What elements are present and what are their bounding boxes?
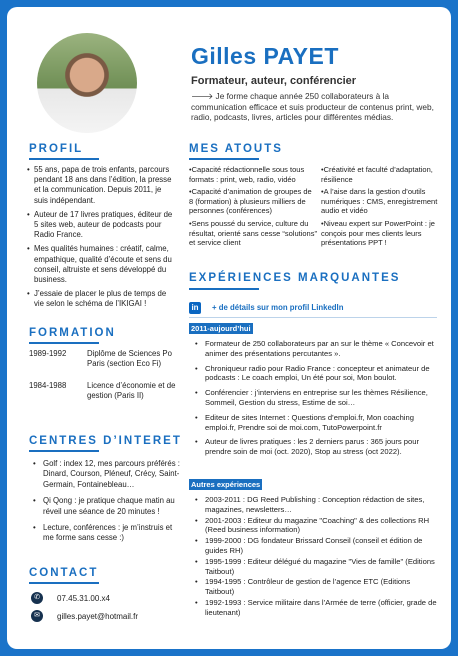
contact-phone-row <box>31 592 110 604</box>
current-period-tag: 2011-aujourd’hui <box>191 324 251 333</box>
list-item: • Auteur de 17 livres pratiques, éditeur de 5 sites web, auteur de podcasts pour Radio France. <box>27 210 177 241</box>
formation-year: 1984-1988 <box>29 381 67 390</box>
atout-item: •Capacité d’animation de groupes de 8 (formation) à plusieurs milliers de personnes (conférences) <box>189 187 312 216</box>
atout-item: •Niveau expert sur PowerPoint : je conçois pour mes clients leurs présentations PPT ! <box>321 218 435 248</box>
linkedin-link[interactable]: + de détails sur mon profil LinkedIn <box>212 303 344 312</box>
atouts-col-2 <box>321 165 443 251</box>
contact-title: CONTACT <box>29 567 99 579</box>
profil-list <box>27 165 177 314</box>
atouts-title: MES ATOUTS <box>189 143 283 155</box>
person-name: Gilles PAYET <box>191 43 339 69</box>
list-item: • 1994-1995 : Contrôleur de gestion de l’agence ETC (Editions Taitbout) <box>193 577 441 597</box>
profil-underline <box>29 158 99 160</box>
formation-title: FORMATION <box>29 327 116 339</box>
list-item: • Chroniqueur radio pour Radio France : concepteur et animateur de podcasts : Le coach emploi, Un été pour soi, Mon boulot. <box>193 364 441 384</box>
list-item: • Mes qualités humaines : créatif, calme, empathique, qualité d’écoute et sens du conseil, altruiste et sens développé du business. <box>27 244 177 285</box>
list-item: • Lecture, conférences : je m’instruis et me forme sans cesse :) <box>31 523 181 544</box>
list-item: • 55 ans, papa de trois enfants, parcours pendant 18 ans dans l’édition, la presse et la communication. Depuis 2011, je suis indépendant. <box>27 165 177 206</box>
linkedin-icon[interactable]: in <box>189 302 201 314</box>
experiences-title: EXPÉRIENCES MARQUANTES <box>189 272 401 284</box>
contact-email-row <box>31 610 138 622</box>
list-item: • 1995-1999 : Editeur délégué du magazine "Vies de famille" (Editions Taitbout) <box>193 557 441 577</box>
list-item: • Formateur de 250 collaborateurs par an sur le thème « Concevoir et animer des présentations percutantes ». <box>193 339 441 359</box>
atout-item: •A l’aise dans la gestion d’outils numériques : CMS, enregistrement audio et vidéo <box>321 187 438 216</box>
formation-row <box>29 349 187 369</box>
interets-underline <box>29 450 99 452</box>
list-item: • Conférencier : j’interviens en entreprise sur les thèmes Résilience, Sommeil, Gestion du stress, Estime de soi… <box>193 388 441 408</box>
list-item: • 1992-1993 : Service militaire dans l’Armée de terre (officier, grade de lieutenant) <box>193 598 441 618</box>
list-item: • Editeur de sites Internet : Questions d’emploi.fr, Mon coaching emploi.fr, Prendre soi de moi.com, TutoPowerpoint.fr <box>193 413 441 433</box>
intro-text: 🡒 Je forme chaque année 250 collaborateurs à la communication efficace et suis producteur de contenus print, web, radio, podcasts, livres, articles pour différentes médias. <box>191 91 434 122</box>
atout-item: •Créativité et faculté d’adaptation, résilience <box>321 165 433 184</box>
other-experience-tag: Autres expériences <box>191 480 261 489</box>
contact-phone[interactable]: 07.45.31.00.x4 <box>57 593 110 603</box>
list-item: • Golf : index 12, mes parcours préférés : Dinard, Courson, Pléneuf, Crécy, Saint-Germain, Fontainebleau… <box>31 459 181 490</box>
list-item: • 2001-2003 : Editeur du magazine "Coaching" & des collections RH (Reed business information) <box>193 516 441 536</box>
formation-underline <box>29 342 99 344</box>
formation-degree: Licence d’économie et de gestion (Paris II) <box>87 381 176 400</box>
list-item: • 1999-2000 : DG fondateur Brissard Conseil (conseil et édition de guides RH) <box>193 536 441 556</box>
contact-underline <box>29 582 99 584</box>
cv-page <box>7 7 451 649</box>
list-item: • Qi Qong : je pratique chaque matin au réveil une séance de 20 minutes ! <box>31 496 181 517</box>
interets-title: CENTRES D’INTERET <box>29 435 182 447</box>
atouts-underline <box>189 158 259 160</box>
person-role: Formateur, auteur, conférencier <box>191 75 357 87</box>
email-icon: ✉ <box>31 610 43 622</box>
experiences-underline <box>189 288 259 290</box>
linkedin-divider <box>189 317 437 318</box>
formation-year: 1989-1992 <box>29 349 67 358</box>
contact-email[interactable]: gilles.payet@hotmail.fr <box>57 611 139 621</box>
atouts-col-1 <box>189 165 317 251</box>
list-item: • Auteur de livres pratiques : les 2 derniers parus : 365 jours pour prendre soin de moi (oct. 2020), Stop au stress (oct 2022). <box>193 437 441 457</box>
profile-photo <box>37 33 137 133</box>
current-experience-list <box>193 339 441 462</box>
atout-item: •Sens poussé du service, culture du résultat, orienté sans cesse “solutions” et service client <box>189 218 317 248</box>
list-item: • 2003-2011 : DG Reed Publishing : Conception rédaction de sites, magazines, newsletters… <box>193 495 441 515</box>
formation-degree: Diplôme de Sciences Po Paris (section Eco Fi) <box>87 349 172 368</box>
formation-row <box>29 381 187 401</box>
other-experience-list <box>193 495 441 619</box>
profil-title: PROFIL <box>29 143 84 155</box>
list-item: • J’essaie de placer le plus de temps de vie selon le schéma de l’IKIGAI ! <box>27 289 177 309</box>
phone-icon: ✆ <box>31 592 43 604</box>
atout-item: •Capacité rédactionnelle sous tous formats : print, web, radio, vidéo <box>189 165 305 184</box>
interets-list <box>31 459 181 550</box>
